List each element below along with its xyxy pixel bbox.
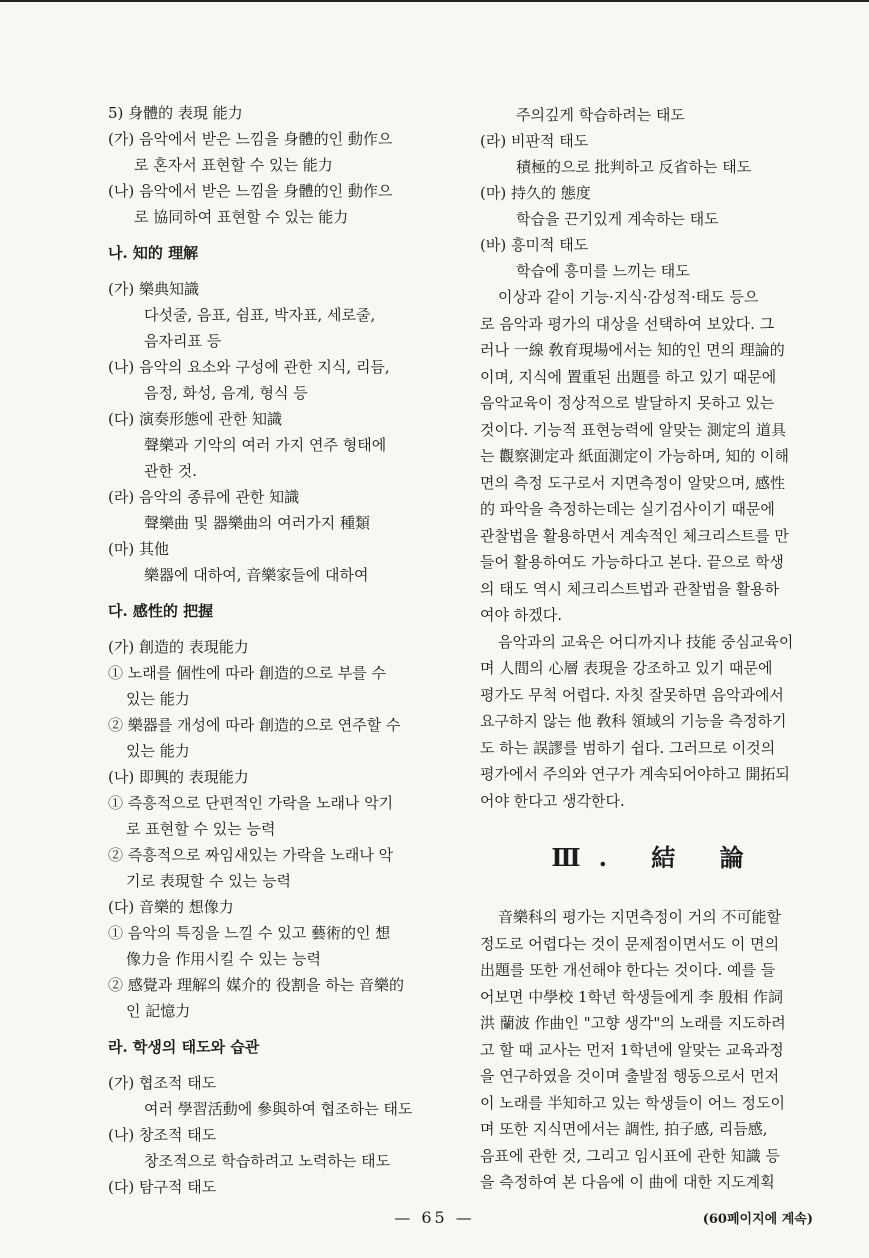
list-item: (다) 演奏形態에 관한 知識 xyxy=(108,410,282,428)
paragraph-line: 요구하지 않는 他 敎科 領域의 기능을 측정하기 xyxy=(480,712,787,730)
list-item: (가) 樂典知識 xyxy=(108,280,199,298)
list-item: 로 協同하여 표현할 수 있는 能力 xyxy=(134,208,349,226)
heading-physical-expression: 5) 身體的 表現 能力 xyxy=(108,104,243,122)
list-item: (마) 其他 xyxy=(108,540,169,558)
paragraph-conclusion xyxy=(480,904,833,1196)
list-item: 聲樂曲 및 器樂曲의 여러가지 種類 xyxy=(144,514,371,532)
paragraph-line: 음악교육이 정상적으로 발달하지 못하고 있는 xyxy=(480,394,775,412)
list-item: 학습을 끈기있게 계속하는 태도 xyxy=(516,210,719,228)
page-number: — 65 — xyxy=(394,1208,475,1227)
list-item: (다) 音樂的 想像力 xyxy=(108,898,234,916)
paragraph-line: 音樂科의 평가는 지면측정이 거의 不可能할 xyxy=(498,908,781,926)
list-item: ① 음악의 특징을 느낄 수 있고 藝術的인 想 xyxy=(108,924,391,942)
paragraph-summary xyxy=(480,284,833,629)
paragraph-line: 며 人間의 心層 表現을 강조하고 있기 때문에 xyxy=(480,659,773,677)
paragraph-line: 며 또한 지식면에서는 調性, 拍子感, 리듬感, xyxy=(480,1120,768,1138)
list-item: 창조적으로 학습하려고 노력하는 태도 xyxy=(144,1152,391,1170)
list-item: (라) 비판적 태도 xyxy=(480,132,589,150)
list-item: 여러 學習活動에 參與하여 협조하는 태도 xyxy=(144,1100,413,1118)
section-heading-attitude: 라. 학생의 태도와 습관 xyxy=(108,1038,260,1056)
list-item: (나) 음악에서 받은 느낌을 身體的인 動作으 xyxy=(108,182,393,200)
list-item: 로 혼자서 표현할 수 있는 能力 xyxy=(134,156,333,174)
paragraph-line: 평가도 무척 어렵다. 자칫 잘못하면 음악과에서 xyxy=(480,685,784,704)
list-item: ② 樂器를 개성에 따라 創造的으로 연주할 수 xyxy=(108,716,401,734)
paragraph-line: 이며, 지식에 置重된 出題를 하고 있기 때문에 xyxy=(480,367,777,386)
paragraph-line: 음표에 관한 것, 그리고 임시표에 관한 知識 등 xyxy=(480,1146,780,1165)
list-item: ① 노래를 個性에 따라 創造的으로 부를 수 xyxy=(108,664,387,682)
top-border-line xyxy=(0,0,869,2)
list-item: (라) 음악의 종류에 관한 知識 xyxy=(108,488,300,506)
list-item: 주의깊게 학습하려는 태도 xyxy=(516,106,685,124)
list-item: (가) 음악에서 받은 느낌을 身體的인 動作으 xyxy=(108,130,393,148)
list-item: (바) 흥미적 태도 xyxy=(480,236,589,254)
continuation-note: (60페이지에 계속) xyxy=(702,1211,813,1227)
paragraph-line: 의 태도 역시 체크리스트법과 관찰법을 활용하 xyxy=(480,579,780,598)
list-item: (나) 即興的 表現能力 xyxy=(108,768,249,786)
paragraph-line: 여야 하겠다. xyxy=(480,606,562,624)
paragraph-line: 이 노래를 半知하고 있는 학생들이 어느 정도이 xyxy=(480,1093,785,1112)
paragraph-line: 洪 蘭波 作曲인 "고향 생각"의 노래를 지도하려 xyxy=(480,1014,786,1032)
paragraph-line: 도 하는 誤謬를 범하기 쉽다. 그러므로 이것의 xyxy=(480,738,776,757)
paragraph-line: 로 음악과 평가의 대상을 선택하여 보았다. 그 xyxy=(480,314,775,333)
list-item: (가) 협조적 태도 xyxy=(108,1074,217,1092)
list-item: (나) 창조적 태도 xyxy=(108,1126,217,1144)
paragraph-line: 어보면 中學校 1학년 학생들에게 李 殷相 作詞 xyxy=(480,987,784,1006)
list-item: 관한 것. xyxy=(144,462,198,480)
section-heading-emotional: 다. 感性的 把握 xyxy=(108,602,214,620)
section-title-conclusion: Ⅲ. 結 論 xyxy=(551,843,762,872)
list-item: ② 感覺과 理解의 媒介的 役割을 하는 音樂的 xyxy=(108,976,405,994)
paragraph-line: 평가에서 주의와 연구가 계속되어야하고 開拓되 xyxy=(480,765,790,783)
paragraph-line: 는 觀察測定과 紙面測定이 가능하며, 知的 이해 xyxy=(480,447,790,465)
list-item: 인 記憶力 xyxy=(126,1002,191,1020)
paragraph-line: 어야 한다고 생각한다. xyxy=(480,791,625,810)
left-column xyxy=(108,100,453,1200)
paragraph-line: 을 연구하였을 것이며 출발점 행동으로서 먼저 xyxy=(480,1067,780,1085)
list-item: 음자리표 등 xyxy=(144,332,222,350)
paragraph-line: 들어 활용하여도 가능하다고 본다. 끝으로 학생 xyxy=(480,553,784,571)
list-item: 像力을 作用시킬 수 있는 능력 xyxy=(126,950,321,968)
paragraph-line: 음악과의 교육은 어디까지나 技能 중심교육이 xyxy=(498,632,794,651)
list-item: (나) 음악의 요소와 구성에 관한 지식, 리듬, xyxy=(108,358,390,376)
paragraph-line: 고 할 때 교사는 먼저 1학년에 알맞는 교육과정 xyxy=(480,1040,784,1059)
list-item: (마) 持久的 態度 xyxy=(480,184,591,202)
list-item: 로 표현할 수 있는 능력 xyxy=(126,820,276,838)
list-item: 있는 能力 xyxy=(126,742,190,760)
list-item: (가) 創造的 表現能力 xyxy=(108,638,249,656)
list-item: 음정, 화성, 음계, 형식 등 xyxy=(144,384,308,402)
list-item: 있는 能力 xyxy=(126,690,190,708)
list-item: (다) 탐구적 태도 xyxy=(108,1178,217,1196)
list-item: 기로 表現할 수 있는 능력 xyxy=(126,872,291,890)
list-item: 다섯줄, 음표, 쉼표, 박자표, 세로줄, xyxy=(144,306,376,324)
list-item: 積極的으로 批判하고 反省하는 태도 xyxy=(516,158,752,176)
list-item: ① 즉흥적으로 단편적인 가락을 노래나 악기 xyxy=(108,794,394,812)
paragraph-line: 것이다. 기능적 표현능력에 알맞는 測定의 道具 xyxy=(480,420,786,439)
list-item: ② 즉흥적으로 짜임새있는 가락을 노래나 악 xyxy=(108,846,394,864)
paragraph-music-education xyxy=(480,629,833,815)
paragraph-line: 정도로 어렵다는 것이 문제점이면서도 이 면의 xyxy=(480,934,780,953)
right-column xyxy=(480,102,833,1244)
paragraph-line: 出題를 또한 개선해야 한다는 것이다. 예를 들 xyxy=(480,961,776,979)
paragraph-line: 면의 측정 도구로서 지면측정이 알맞으며, 感性 xyxy=(480,473,785,492)
paragraph-line: 的 파악을 측정하는데는 실기검사이기 때문에 xyxy=(480,500,775,518)
paragraph-line: 이상과 같이 기능·지식·감성적·태도 등으 xyxy=(498,288,759,306)
paragraph-line: 러나 一線 敎育現場에서는 知的인 면의 理論的 xyxy=(480,341,785,359)
section-heading-intellectual: 나. 知的 理解 xyxy=(108,244,199,262)
list-item: 학습에 흥미를 느끼는 태도 xyxy=(516,262,690,280)
list-item: 樂器에 대하여, 音樂家들에 대하여 xyxy=(144,566,369,584)
list-item: 聲樂과 기악의 여러 가지 연주 형태에 xyxy=(144,436,387,454)
paragraph-line: 을 측정하여 본 다음에 이 曲에 대한 지도계획 xyxy=(480,1173,775,1191)
paragraph-line: 관찰법을 활용하면서 계속적인 체크리스트를 만 xyxy=(480,526,789,545)
